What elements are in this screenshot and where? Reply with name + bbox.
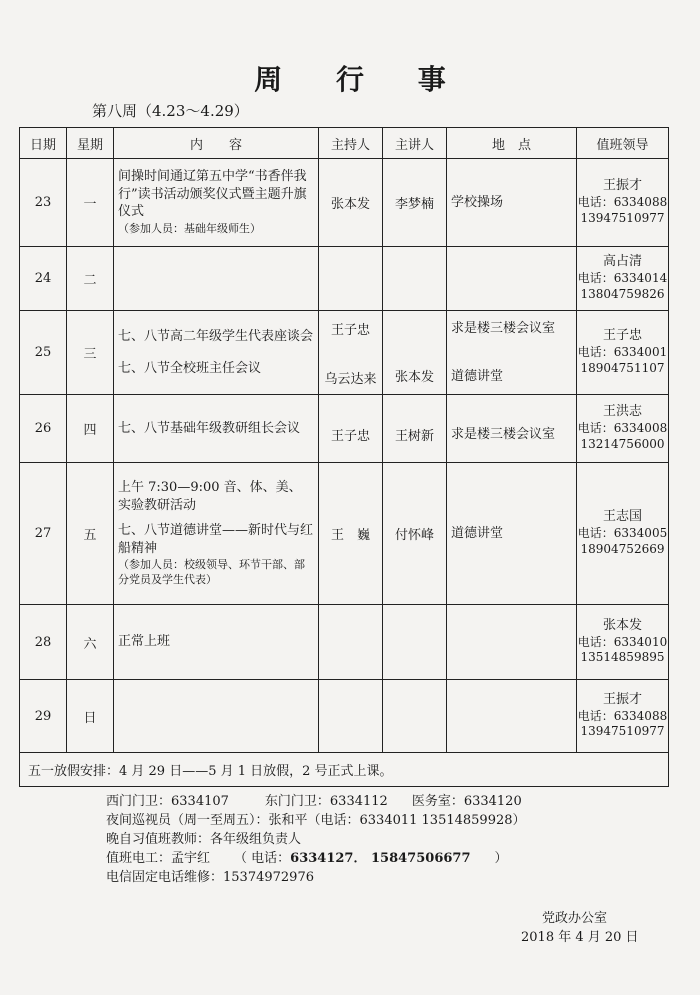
content-note: （参加人员：基础年级师生） (118, 221, 261, 235)
row-content (114, 311, 319, 395)
row-weekday: 六 (67, 605, 114, 680)
row-host: 王 巍 (319, 463, 383, 605)
row-content (114, 463, 319, 605)
content-line: 正常上班 (118, 634, 171, 650)
electrician-phone-prefix: （ 电话： (234, 851, 291, 866)
signature-date: 2018 年 4 月 20 日 (521, 930, 639, 945)
table-header-row (20, 128, 669, 159)
place-line: 求是楼三楼会议室 (451, 320, 556, 336)
row-place: 学校操场 (447, 159, 577, 247)
duty-phone: 电话：6334005 (577, 526, 668, 541)
page-title: 周 行 事 (254, 63, 468, 96)
content-line: 七、八节全校班主任会议 (118, 360, 262, 376)
row-content (114, 159, 319, 247)
row-weekday: 三 (67, 311, 114, 395)
duty-phone: 电话：6334088 (577, 195, 668, 210)
content-line: 七、八节道德讲堂——新时代与红船精神 (118, 523, 314, 556)
header-duty: 值班领导 (577, 128, 669, 159)
duty-phone: 电话：6334010 (577, 634, 668, 649)
duty-phone: 电话：6334014 (577, 271, 668, 286)
night-patrol: 夜间巡视员（周一至周五）：张和平（电话：6334011 13514859928） (106, 813, 526, 828)
row-duty (577, 680, 669, 753)
holiday-notice: 五一放假安排：4 月 29 日——5 月 1 日放假，2 号正式上课。 (20, 753, 669, 787)
schedule-table (19, 127, 669, 787)
table-row (20, 311, 669, 395)
duty-phone: 电话：6334001 (577, 345, 668, 360)
row-place (447, 680, 577, 753)
duty-mobile: 13947510977 (580, 724, 665, 739)
place-line: 道德讲堂 (451, 368, 504, 384)
duty-name: 高占清 (602, 254, 642, 270)
row-duty (577, 463, 669, 605)
row-content (114, 680, 319, 753)
speaker-line: 王树新 (394, 429, 434, 444)
header-content: 内 容 (114, 128, 319, 159)
header-speaker: 主讲人 (383, 128, 447, 159)
row-weekday: 五 (67, 463, 114, 605)
row-host (319, 605, 383, 680)
duty-phone: 电话：6334088 (577, 708, 668, 723)
row-duty (577, 605, 669, 680)
row-host: 张本发 (319, 159, 383, 247)
duty-mobile: 18904752669 (580, 541, 665, 556)
duty-mobile: 13514859895 (580, 650, 665, 665)
row-date: 29 (20, 680, 67, 753)
duty-name: 王志国 (602, 509, 642, 525)
row-date: 23 (20, 159, 67, 247)
row-weekday: 二 (67, 247, 114, 311)
duty-mobile: 13947510977 (580, 210, 665, 225)
row-date: 28 (20, 605, 67, 680)
signature-office: 党政办公室 (542, 911, 608, 926)
row-weekday: 一 (67, 159, 114, 247)
holiday-notice-row (20, 753, 669, 787)
row-place (447, 395, 577, 463)
host-line: 王子忠 (330, 322, 370, 338)
duty-name: 王振才 (602, 691, 642, 707)
row-speaker (383, 605, 447, 680)
row-speaker (383, 680, 447, 753)
header-host: 主持人 (319, 128, 383, 159)
table-row (20, 395, 669, 463)
row-place (447, 247, 577, 311)
row-host (319, 311, 383, 395)
content-line: 上午 7:30—9:00 音、体、美、实验教研活动 (118, 480, 302, 513)
row-weekday: 日 (67, 680, 114, 753)
header-date: 日期 (20, 128, 67, 159)
row-place: 道德讲堂 (447, 463, 577, 605)
duty-mobile: 18904751107 (580, 360, 665, 375)
electrician-phone-suffix: ） (494, 851, 508, 866)
header-place: 地 点 (447, 128, 577, 159)
footer-line-gates (106, 792, 526, 811)
row-speaker: 李梦楠 (383, 159, 447, 247)
row-date: 25 (20, 311, 67, 395)
table-row (20, 159, 669, 247)
content-line: 间操时间通辽第五中学“书香伴我行”读书活动颁奖仪式暨主题升旗仪式 (118, 169, 307, 220)
content-note: （参加人员：校级领导、环节干部、部分党员及学生代表） (118, 558, 305, 587)
table-row (20, 605, 669, 680)
header-weekday: 星期 (67, 128, 114, 159)
duty-mobile: 13214756000 (580, 436, 665, 451)
row-host (319, 680, 383, 753)
week-label: 第八周（4.23～4.29） (92, 102, 249, 120)
row-host (319, 395, 383, 463)
evening-study: 晚自习值班教师：各年级组负责人 (106, 832, 302, 847)
duty-phone: 电话：6334008 (577, 421, 668, 436)
row-date: 24 (20, 247, 67, 311)
row-content (114, 605, 319, 680)
east-gate: 东门门卫：6334112 (264, 794, 388, 809)
row-place (447, 311, 577, 395)
row-duty (577, 311, 669, 395)
clinic: 医务室：6334120 (411, 794, 522, 809)
row-host (319, 247, 383, 311)
duty-mobile: 13804759826 (580, 286, 665, 301)
row-speaker: 付怀峰 (383, 463, 447, 605)
telecom-repair: 电信固定电话维修：15374972976 (106, 870, 314, 885)
row-duty (577, 159, 669, 247)
table-row (20, 247, 669, 311)
table-row (20, 463, 669, 605)
electrician: 值班电工：孟宇红 (106, 851, 211, 866)
row-duty (577, 247, 669, 311)
content-line: 七、八节基础年级教研组长会议 (118, 420, 301, 436)
table-row (20, 680, 669, 753)
footer-line-electrician (106, 849, 526, 868)
host-line: 王子忠 (330, 429, 370, 444)
place-line: 求是楼三楼会议室 (451, 426, 556, 442)
speaker-line: 张本发 (394, 370, 434, 385)
row-date: 27 (20, 463, 67, 605)
electrician-phone: 6334127． 15847506677 (290, 851, 471, 866)
duty-name: 王子忠 (602, 328, 642, 344)
row-date: 26 (20, 395, 67, 463)
row-speaker (383, 247, 447, 311)
row-duty (577, 395, 669, 463)
row-content (114, 395, 319, 463)
duty-name: 张本发 (602, 617, 642, 633)
content-line: 七、八节高二年级学生代表座谈会 (118, 328, 314, 344)
duty-name: 王洪志 (602, 404, 642, 420)
west-gate: 西门门卫：6334107 (106, 794, 229, 809)
host-line: 乌云达来 (324, 371, 377, 387)
row-weekday: 四 (67, 395, 114, 463)
duty-name: 王振才 (602, 178, 642, 194)
row-speaker (383, 395, 447, 463)
row-content (114, 247, 319, 311)
row-speaker (383, 311, 447, 395)
footer-contacts (106, 792, 526, 887)
row-place (447, 605, 577, 680)
